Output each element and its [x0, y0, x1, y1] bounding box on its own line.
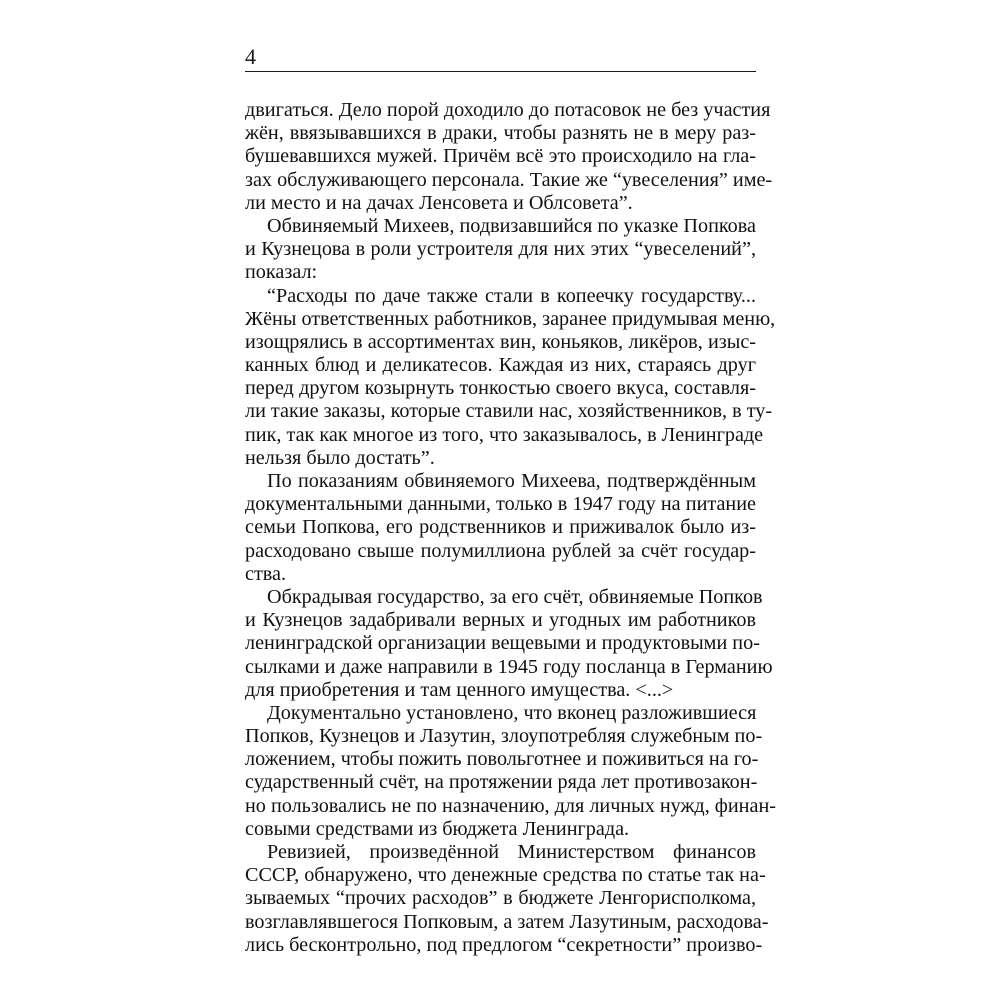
text-line: “Расходы по даче также стали в копеечку государству... [267, 284, 756, 307]
text-line: ложением, чтобы пожить повольготнее и поживиться на го- [245, 748, 759, 771]
text-line: лись бесконтрольно, под предлогом “секретности” произво- [245, 933, 763, 956]
text-line: но пользовались не по назначению, для личных нужд, финан- [245, 794, 776, 817]
text-line: ленинградской организации вещевыми и продуктовыми по- [245, 632, 760, 655]
text-line: документальными данными, только в 1947 году на питание [245, 493, 756, 516]
paragraph [245, 99, 773, 215]
text-line: нельзя было достать”. [245, 446, 435, 469]
text-line: двигаться. Дело порой доходило до потасовок не без участия [245, 99, 771, 121]
text-line: канных блюд и деликатесов. Каждая из них, стараясь друг [245, 354, 756, 377]
text-line: показал: [245, 261, 318, 284]
header-rule [245, 71, 756, 72]
text-line: Жёны ответственных работников, заранее придумывая меню, [245, 307, 776, 330]
text-line: сударственный счёт, на протяжении ряда лет противозакон- [245, 771, 758, 794]
paragraph [245, 701, 776, 841]
text-line: жён, ввязывавшихся в драки, чтобы разнять не в меру раз- [245, 122, 756, 145]
paragraph [245, 470, 756, 586]
text-line: семьи Попкова, его родственников и приживалок было из- [245, 516, 756, 539]
text-line: Документально установлено, что вконец разложившиеся [267, 701, 757, 724]
text-line: возглавлявшегося Попковым, а затем Лазутиным, расходова- [245, 910, 769, 933]
text-line: ли такие заказы, которые ставили нас, хозяйственников, в ту- [245, 400, 773, 423]
text-line: перед другом козырнуть тонкостью своего вкуса, составля- [245, 377, 756, 400]
text-line: пик, так как многое из того, что заказывалось, в Ленинграде [245, 423, 764, 446]
text-line: Обкрадывая государство, за его счёт, обвиняемые Попков [267, 585, 763, 608]
text-line: изощрялись в ассортиментах вин, коньяков, ликёров, изыс- [245, 330, 756, 353]
text-line: зываемых “прочих расходов” в бюджете Ленгорисполкома, [245, 887, 756, 910]
text-line: ли место и на дачах Ленсовета и Облсовета”. [245, 191, 633, 214]
text-line: и Кузнецов задабривали верных и угодных им работников [245, 609, 756, 632]
text-line: ства. [245, 562, 287, 585]
page-text-body [245, 99, 776, 957]
page-number: 4 [245, 44, 256, 69]
text-line: зах обслуживающего персонала. Такие же “увеселения” име- [245, 168, 773, 191]
text-line: совыми средствами из бюджета Ленинграда. [245, 817, 630, 840]
text-line: Обвиняемый Михеев, подвизавшийся по указке Попкова [267, 214, 756, 237]
text-line: бушевавшихся мужей. Причём всё это происходило на гла- [245, 145, 756, 168]
paragraph [245, 585, 773, 702]
text-line: расходовано свыше полумиллиона рублей за счёт государ- [245, 539, 756, 562]
text-line: и Кузнецова в роли устроителя для них этих “увеселений”, [245, 238, 756, 261]
paragraph [245, 215, 756, 285]
text-line: для приобретения и там ценного имущества. <...> [245, 678, 674, 701]
text-line: Попков, Кузнецов и Лазутин, злоупотребляя служебным по- [245, 725, 763, 748]
text-line: Ревизией, произведённой Министерством финансов [267, 841, 756, 863]
text-line: сылками и даже направили в 1945 году посланца в Германию [245, 655, 773, 678]
text-line: СССР, обнаружено, что денежные средства по статье так на- [245, 864, 766, 887]
text-line: По показаниям обвиняемого Михеева, подтверждённым [267, 470, 756, 492]
paragraph [245, 841, 769, 957]
paragraph [245, 284, 776, 471]
